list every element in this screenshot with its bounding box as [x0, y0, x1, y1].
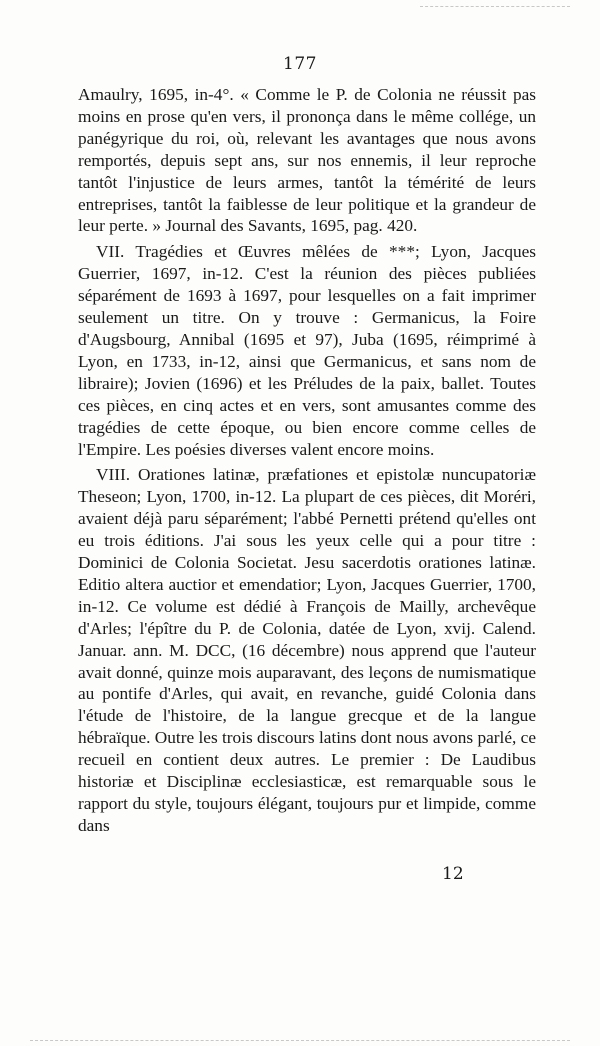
paragraph-continuation: Amaulry, 1695, in-4°. « Comme le P. de Colonia ne réussit pas moins en prose qu'en vers, il prononça dans le même collége, un panégyrique du roi, où, relevant les avantages que nous avons remportés, depuis sept ans, sur nos ennemis, il leur reproche tantôt l'injustice de leurs armes, tantôt la témérité de leurs entreprises, tantôt la faiblesse de leur politique et la grandeur de leur perte. » Journal des Savants, 1695, pag. 420.: [78, 85, 536, 236]
signature-mark: 12: [442, 864, 464, 884]
paragraph-entry-viii: VIII. Orationes latinæ, præfationes et epistolæ nuncupatoriæ Theseon; Lyon, 1700, in-12. La plupart de ces pièces, dit Moréri, avaient déjà paru séparément; l'abbé Pernetti prétend qu'elles ont eu trois éditions. J'ai sous les yeux celle qui a pour titre : Dominici de Colonia Societat. Jesu sacerdotis orationes latinæ. Editio altera auctior et emendatior; Lyon, Jacques Guerrier, 1700, in-12. Ce volume est dédié à François de Mailly, archevêque d'Arles; l'épître du P. de Colonia, datée de Lyon, xvij. Calend. Januar. ann. M. DCC, (16 décembre) nous apprend que l'auteur avait donné, quinze mois auparavant, des leçons de numismatique au pontife d'Arles, qui avait, en revanche, guidé Colonia dans l'étude de l'histoire, de la langue grecque et de la langue hébraïque. Outre les trois discours latins dont nous avons parlé, ce recueil en contient deux autres. Le premier : De Laudibus historiæ et Disciplinæ ecclesiasticæ, est remarquable sous le rapport du style, toujours élégant, toujours pur et limpide, comme dans: [78, 465, 536, 835]
page-number: 177: [283, 54, 317, 74]
paragraph-entry-vii: VII. Tragédies et Œuvres mêlées de ***; Lyon, Jacques Guerrier, 1697, in-12. C'est la réunion des pièces publiées séparément de 1693 à 1697, pour lesquelles on a fait imprimer seulement un titre. On y trouve : Germanicus, la Foire d'Augsbourg, Annibal (1695 et 97), Juba (1695, réimprimé à Lyon, en 1733, in-12, ainsi que Germanicus, et sans nom de libraire); Jovien (1696) et les Préludes de la paix, ballet. Toutes ces pièces, en cinq actes et en vers, sont amusantes comme des tragédies de cette époque, ou bien encore comme celles de l'Empire. Les poésies diverses valent encore moins.: [78, 242, 536, 459]
top-edge-rule: [420, 6, 570, 8]
body-text: [78, 84, 536, 837]
bottom-edge-rule: [30, 1040, 570, 1042]
